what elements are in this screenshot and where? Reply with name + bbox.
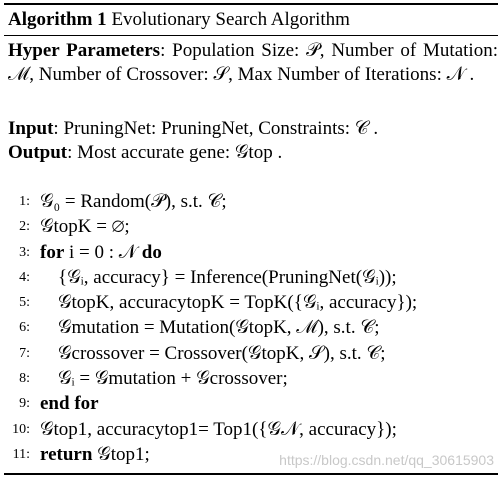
line-number: 10: — [12, 421, 30, 437]
line-number: 4: — [19, 269, 30, 285]
step-code: 𝒢₀ = Random(𝒫), s.t. 𝒞; — [40, 191, 227, 212]
line-number: 3: — [19, 244, 30, 260]
line-number: 2: — [19, 219, 30, 235]
hyper-parameters — [8, 39, 498, 87]
keyword-return: return — [40, 443, 93, 465]
input-spec — [8, 117, 498, 141]
step-line — [8, 315, 498, 340]
line-number: 1: — [19, 194, 30, 209]
watermark: https://blog.csdn.net/qq_30615903 — [279, 452, 494, 468]
keyword-end-for: end for — [40, 393, 99, 415]
input-text: : PruningNet: PruningNet, Constraints: 𝒞 . — [53, 118, 379, 139]
step-line — [8, 214, 498, 239]
output-spec — [8, 141, 498, 165]
keyword-for: for — [40, 241, 65, 263]
bottom-rule — [4, 473, 498, 475]
step-code — [40, 240, 162, 265]
line-number: 5: — [19, 295, 30, 311]
top-rule — [4, 3, 498, 5]
step-line — [8, 366, 498, 391]
line-number: 11: — [12, 446, 30, 462]
hyper-label: Hyper Parameters — [8, 40, 161, 61]
loop-range: i = 0 : 𝒩 — [64, 241, 142, 263]
algorithm-steps — [8, 189, 498, 467]
return-value: 𝒢top1; — [92, 443, 150, 465]
step-line — [8, 417, 498, 442]
step-code — [40, 442, 150, 467]
caption-rule — [4, 35, 498, 36]
line-number: 9: — [19, 396, 30, 412]
algorithm-caption — [8, 8, 496, 32]
output-label: Output — [8, 142, 68, 163]
line-number: 6: — [19, 320, 30, 336]
step-code: 𝒢mutation = Mutation(𝒢topK, ℳ), s.t. 𝒞; — [58, 317, 380, 339]
hyper-text: : Population Size: 𝒫, Number of Mutation: ℳ, Number of Crossover: 𝒮, Max Number of Iterations: 𝒩 . — [8, 40, 498, 85]
keyword-do: do — [141, 241, 162, 263]
algorithm-label: Algorithm 1 — [8, 9, 107, 30]
step-line — [8, 189, 498, 214]
algorithm-title: Evolutionary Search Algorithm — [111, 9, 350, 30]
step-line — [8, 240, 498, 265]
step-code: 𝒢ᵢ = 𝒢mutation + 𝒢crossover; — [58, 368, 288, 390]
step-line — [8, 341, 498, 366]
line-number: 7: — [19, 345, 30, 361]
output-text: : Most accurate gene: 𝒢top . — [67, 142, 283, 163]
step-code: 𝒢crossover = Crossover(𝒢topK, 𝒮), s.t. 𝒞; — [58, 342, 386, 364]
step-code: 𝒢topK = ∅; — [40, 216, 130, 238]
step-line — [8, 391, 498, 416]
step-line — [8, 290, 498, 315]
step-code: 𝒢topK, accuracytopK = TopK({𝒢ᵢ, accuracy}); — [58, 292, 418, 314]
step-code: 𝒢top1, accuracytop1= Top1({𝒢𝒩, accuracy}); — [40, 418, 397, 440]
step-code: {𝒢ᵢ, accuracy} = Inference(PruningNet(𝒢ᵢ)); — [58, 266, 397, 288]
line-number: 8: — [19, 371, 30, 387]
step-line — [8, 265, 498, 290]
input-label: Input — [8, 118, 54, 139]
